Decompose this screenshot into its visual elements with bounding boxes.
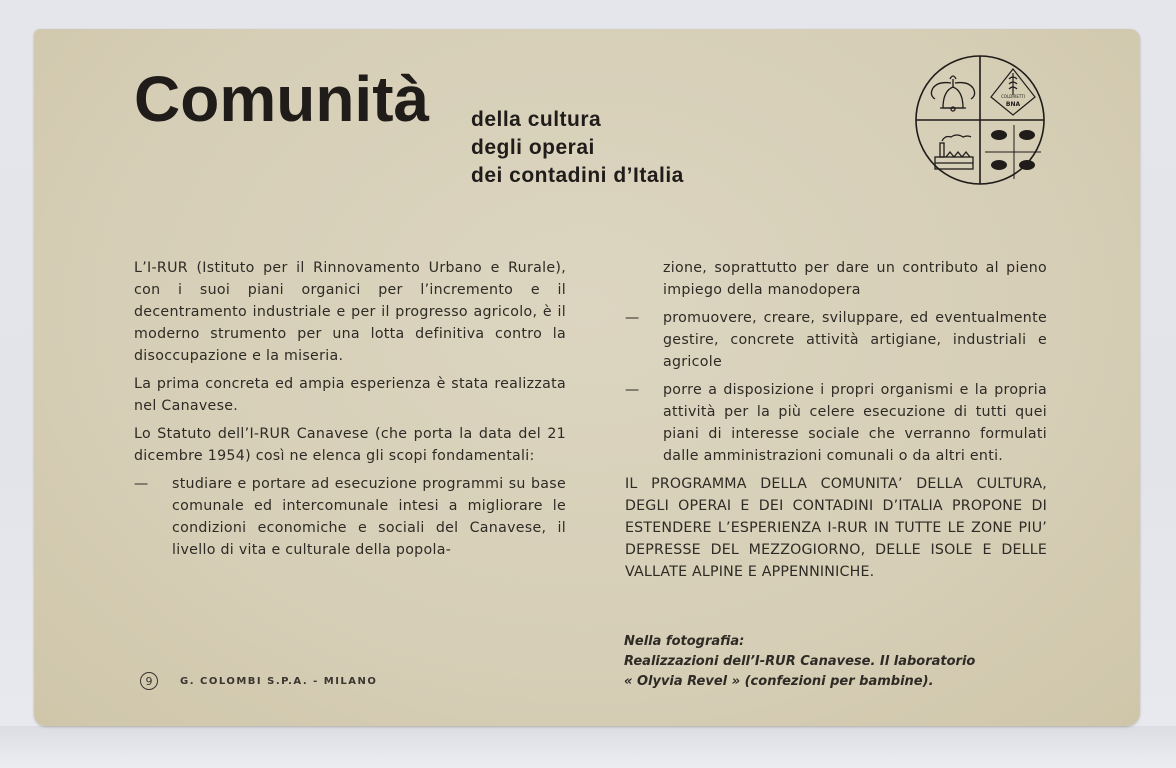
right-column xyxy=(625,257,1047,589)
paragraph-irur-intro: L’I-RUR (Istituto per il Rinnovamento Urbano e Rurale), con i suoi piani organici per l’incremento e il decentramento industriale e per il progresso agricolo, è il moderno strumento per una lotta definitiva contro la disoccupazione e la miseria. xyxy=(134,260,566,364)
left-column xyxy=(134,257,566,567)
backdrop-shelf xyxy=(0,726,1176,768)
photo-caption xyxy=(624,632,1042,692)
subtitle-line: degli operai xyxy=(471,136,595,159)
caption-line: Realizzazioni dell’I-RUR Canavese. Il laboratorio xyxy=(624,654,976,669)
subtitle-line: dei contadini d’Italia xyxy=(471,164,684,187)
program-statement: IL PROGRAMMA DELLA COMUNITA’ DELLA CULTURA, DEGLI OPERAI E DEI CONTADINI D’ITALIA PROPONE DI ESTENDERE L’ESPERIENZA I-RUR IN TUTTE LE ZONE PIU’ DEPRESSE DEL MEZZOGIORNO, DELLE ISOLE E DELLE VALLATE ALPINE E APPENNINICHE. xyxy=(625,476,1047,580)
page-number: 9 xyxy=(140,672,158,690)
community-logo-icon xyxy=(913,53,1047,187)
list-item-text: studiare e portare ad esecuzione programmi su base comunale ed intercomunale intesi a migliorare le condizioni economiche e sociali del Canavese, il livello di vita e culturale della popola- xyxy=(172,476,566,558)
publisher-name: G. COLOMBI S.P.A. - MILANO xyxy=(180,675,378,687)
dash-bullet: — xyxy=(625,382,640,398)
coldiretti-emblem-icon xyxy=(991,69,1035,115)
list-item-continuation: zione, soprattutto per dare un contributo al pieno impiego della manodopera xyxy=(663,260,1047,298)
paragraph-canavese: La prima concreta ed ampia esperienza è stata realizzata nel Canavese. xyxy=(134,376,566,414)
list-item xyxy=(625,379,1047,467)
caption-heading: Nella fotografia: xyxy=(624,634,745,649)
list-item xyxy=(625,307,1047,373)
card-subtitle xyxy=(471,106,684,190)
dash-bullet: — xyxy=(625,310,640,326)
svg-text:BNA: BNA xyxy=(1005,101,1021,108)
subtitle-line: della cultura xyxy=(471,108,602,131)
card-title: Comunità xyxy=(134,63,430,135)
fields-icon xyxy=(985,125,1041,179)
postcard xyxy=(34,29,1140,726)
factory-icon xyxy=(935,135,973,169)
list-item-text: porre a disposizione i propri organismi e la propria attività per la più celere esecuzione di tutti quei piani di interesse sociale che verranno formulati dalle amministrazioni comunali o da altri enti. xyxy=(663,382,1047,464)
paragraph-statuto: Lo Statuto dell’I-RUR Canavese (che porta la data del 21 dicembre 1954) così ne elenca gli scopi fondamentali: xyxy=(134,426,566,464)
svg-text:COLDIRETTI: COLDIRETTI xyxy=(1001,94,1025,99)
list-item xyxy=(134,473,566,561)
list-item-text: promuovere, creare, sviluppare, ed eventualmente gestire, concrete attività artigiane, industriali e agricole xyxy=(663,310,1047,370)
bell-icon xyxy=(931,76,974,111)
dash-bullet: — xyxy=(134,476,149,492)
card-footer xyxy=(140,672,377,690)
caption-line: « Olyvia Revel » (confezioni per bambine). xyxy=(624,674,934,689)
